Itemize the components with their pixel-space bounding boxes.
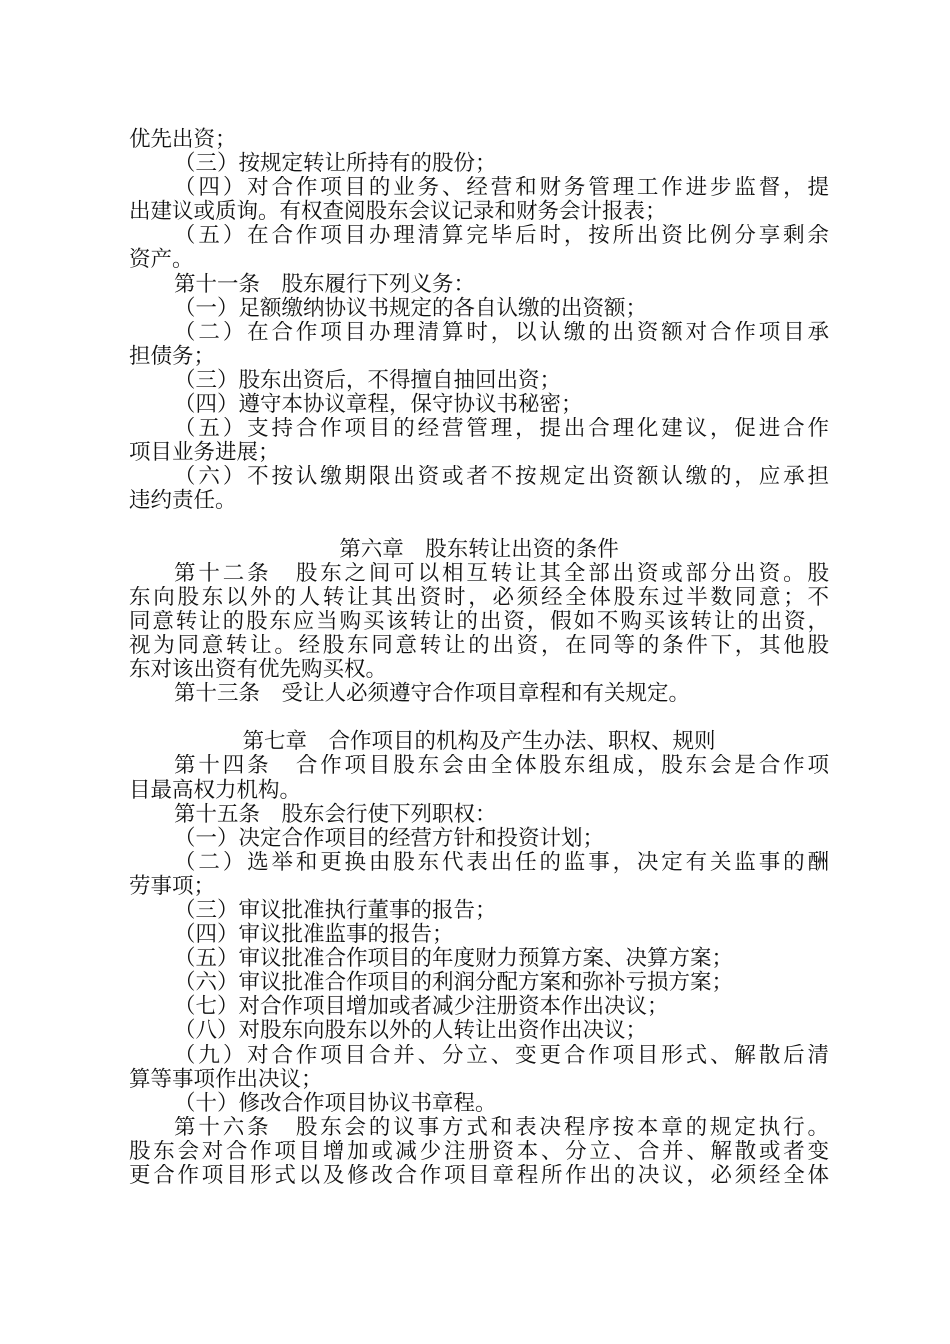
document-page xyxy=(129,128,829,1188)
text-line: （一）足额缴纳协议书规定的各自认缴的出资额； xyxy=(174,295,648,321)
text-line: （五）支持合作项目的经营管理，提出合理化建议，促进合作 xyxy=(174,417,829,442)
text-line: 第十五条 股东会行使下列职权： xyxy=(174,801,497,827)
text-line: （四）遵守本协议章程，保守协议书秘密； xyxy=(174,392,583,418)
text-line: 算等事项作出决议； xyxy=(129,1066,323,1092)
text-line: 第十四条 合作项目股东会由全体股东组成，股东会是合作项 xyxy=(174,754,829,779)
text-line: （三）股东出资后，不得擅自抽回出资； xyxy=(174,367,562,393)
text-line: 出建议或质询。有权查阅股东会议记录和财务会计报表； xyxy=(129,199,667,225)
text-line: （八）对股东向股东以外的人转让出资作出决议； xyxy=(174,1018,648,1044)
text-line: （三）按规定转让所持有的股份； xyxy=(174,151,497,177)
text-line: 第十六条 股东会的议事方式和表决程序按本章的规定执行。 xyxy=(174,1115,829,1140)
text-line: （十）修改合作项目协议书章程。 xyxy=(174,1090,497,1116)
text-line: 第十二条 股东之间可以相互转让其全部出资或部分出资。股 xyxy=(174,561,829,586)
text-line: （七）对合作项目增加或者减少注册资本作出决议； xyxy=(174,994,669,1020)
text-line: （三）审议批准执行董事的报告； xyxy=(174,898,497,923)
blank-line xyxy=(129,514,829,538)
text-line: 第十三条 受让人必须遵守合作项目章程和有关规定。 xyxy=(174,681,691,707)
text-line: 项目业务进展； xyxy=(129,440,280,466)
text-line: 第十一条 股东履行下列义务： xyxy=(174,271,476,297)
text-line: 股东会对合作项目增加或减少注册资本、分立、合并、解散或者变 xyxy=(129,1139,829,1164)
text-line: （九）对合作项目合并、分立、变更合作项目形式、解散后清 xyxy=(174,1043,829,1068)
text-line: （一）决定合作项目的经营方针和投资计划； xyxy=(174,825,605,851)
chapter-title: 第七章 合作项目的机构及产生办法、职权、规则 xyxy=(242,729,716,755)
text-line: 东对该出资有优先购买权。 xyxy=(129,657,388,683)
text-line: 更合作项目形式以及修改合作项目章程所作出的决议，必须经全体 xyxy=(129,1164,829,1189)
text-line: 目最高权力机构。 xyxy=(129,777,302,803)
text-line: 担债务； xyxy=(129,343,216,369)
text-line: 视为同意转让。经股东同意转让的出资，在同等的条件下，其他股 xyxy=(129,633,829,658)
blank-line xyxy=(129,706,829,730)
text-line: 优先出资； xyxy=(129,127,237,152)
text-line: 东向股东以外的人转让其出资时，必须经全体股东过半数同意；不 xyxy=(129,585,829,610)
text-line: （六）审议批准合作项目的利润分配方案和弥补亏损方案； xyxy=(174,970,734,996)
text-line: 资产。 xyxy=(129,247,194,273)
text-line: （五）在合作项目办理清算完毕后时，按所出资比例分享剩余 xyxy=(174,224,829,249)
chapter-title: 第六章 股东转让出资的条件 xyxy=(339,536,619,562)
text-line: （六）不按认缴期限出资或者不按规定出资额认缴的，应承担 xyxy=(174,465,829,490)
text-line: （五）审议批准合作项目的年度财力预算方案、决算方案； xyxy=(174,946,734,972)
text-line: （二）选举和更换由股东代表出任的监事，决定有关监事的酬 xyxy=(174,850,829,875)
text-line: （四）审议批准监事的报告； xyxy=(174,922,454,948)
text-line: （二）在合作项目办理清算时，以认缴的出资额对合作项目承 xyxy=(174,320,829,345)
text-line: 同意转让的股东应当购买该转让的出资，假如不购买该转让的出资， xyxy=(129,609,829,634)
text-line: 劳事项； xyxy=(129,873,216,899)
text-line: （四）对合作项目的业务、经营和财务管理工作进步监督，提 xyxy=(174,176,829,201)
text-line: 违约责任。 xyxy=(129,488,237,514)
